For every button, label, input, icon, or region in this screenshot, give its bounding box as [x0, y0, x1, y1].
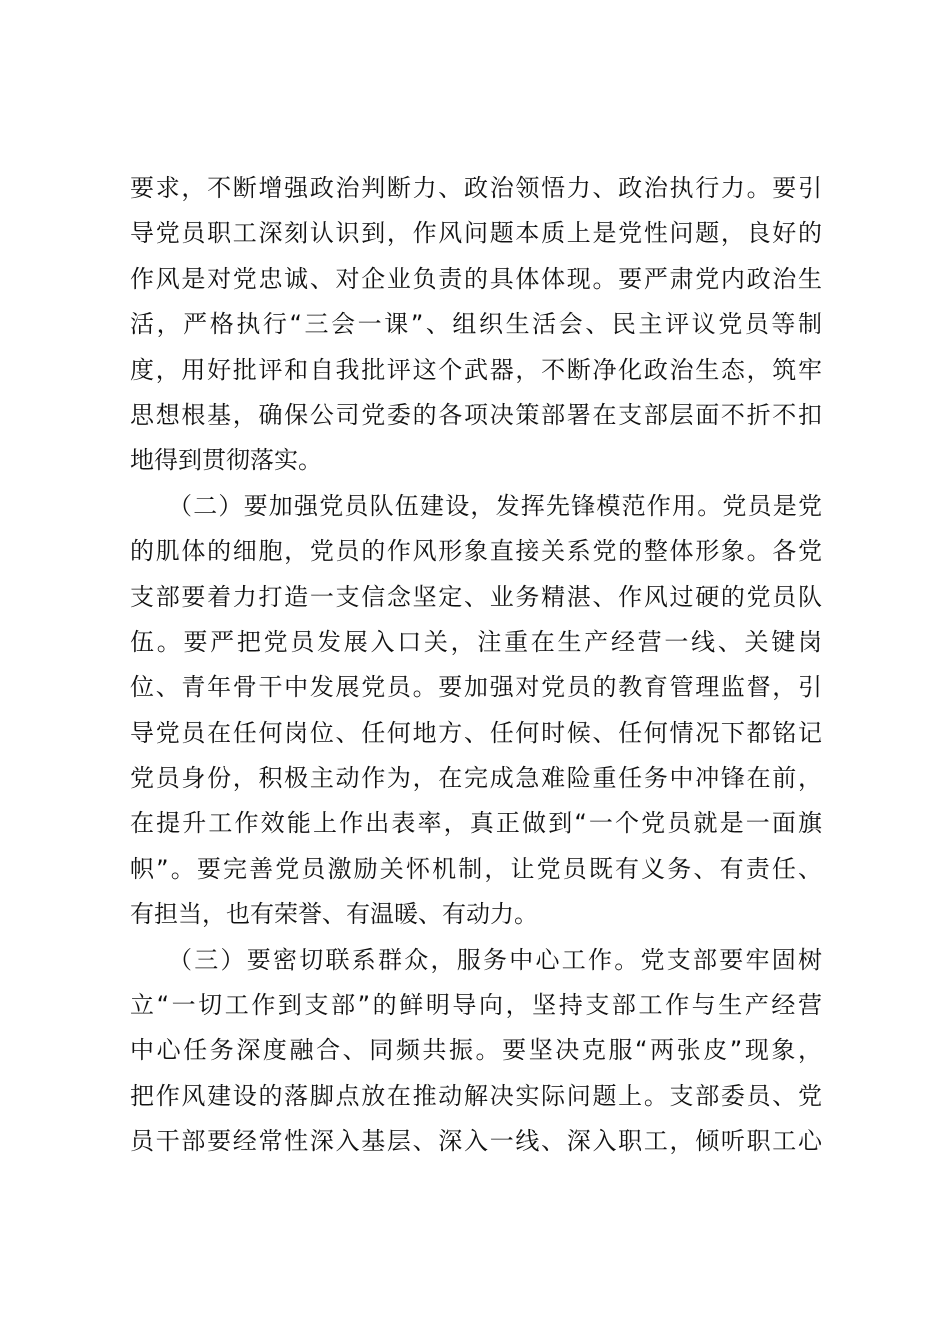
text-line: 导党员职工深刻认识到，作风问题本质上是党性问题，良好的 — [130, 219, 822, 248]
text-line: 中心任务深度融合、同频共振。要坚决克服“两张皮”现象， — [130, 1036, 822, 1065]
text-line: 导党员在任何岗位、任何地方、任何时候、任何情况下都铭记 — [130, 718, 822, 747]
text-line: 位、青年骨干中发展党员。要加强对党员的教育管理监督，引 — [130, 673, 822, 702]
paragraph — [130, 166, 822, 484]
text-line: 在提升工作效能上作出表率，真正做到“一个党员就是一面旗 — [130, 809, 822, 838]
text-span: 党支部要牢固树 — [640, 945, 822, 974]
text-line: 活，严格执行“三会一课”、组织生活会、民主评议党员等制 — [130, 310, 822, 339]
text-span: 党员是党 — [722, 491, 823, 520]
text-line: 员干部要经常性深入基层、深入一线、深入职工，倾听职工心 — [130, 1127, 822, 1156]
text-line: 度，用好批评和自我批评这个武器，不断净化政治生态，筑牢 — [130, 355, 822, 384]
text-line: 的肌体的细胞，党员的作风形象直接关系党的整体形象。各党 — [130, 537, 822, 566]
text-line: 支部要着力打造一支信念坚定、业务精湛、作风过硬的党员队 — [130, 582, 822, 611]
text-line: 地得到贯彻落实。 — [130, 446, 322, 475]
text-line: 把作风建设的落脚点放在推动解决实际问题上。支部委员、党 — [130, 1081, 822, 1110]
text-line: 作风是对党忠诚、对企业负责的具体体现。要严肃党内政治生 — [130, 264, 822, 293]
text-line: 思想根基，确保公司党委的各项决策部署在支部层面不折不扣 — [130, 400, 822, 429]
text-line: 党员身份，积极主动作为，在完成急难险重任务中冲锋在前， — [130, 764, 822, 793]
text-line: 立“一切工作到支部”的鲜明导向，坚持支部工作与生产经营 — [130, 991, 822, 1020]
text-line: 伍。要严把党员发展入口关，注重在生产经营一线、关键岗 — [130, 627, 822, 656]
paragraph — [130, 938, 822, 1165]
text-line — [130, 484, 822, 529]
section-heading: （三）要密切联系群众，服务中心工作。 — [168, 945, 641, 974]
text-line: 帜”。要完善党员激励关怀机制，让党员既有义务、有责任、 — [130, 854, 822, 883]
document-body — [130, 166, 822, 1165]
text-line: 要求，不断增强政治判断力、政治领悟力、政治执行力。要引 — [130, 174, 822, 202]
text-line — [130, 938, 822, 983]
text-line: 有担当，也有荣誉、有温暖、有动力。 — [130, 900, 538, 929]
section-heading: （二）要加强党员队伍建设，发挥先锋模范作用。 — [168, 491, 723, 520]
paragraph — [130, 484, 822, 938]
